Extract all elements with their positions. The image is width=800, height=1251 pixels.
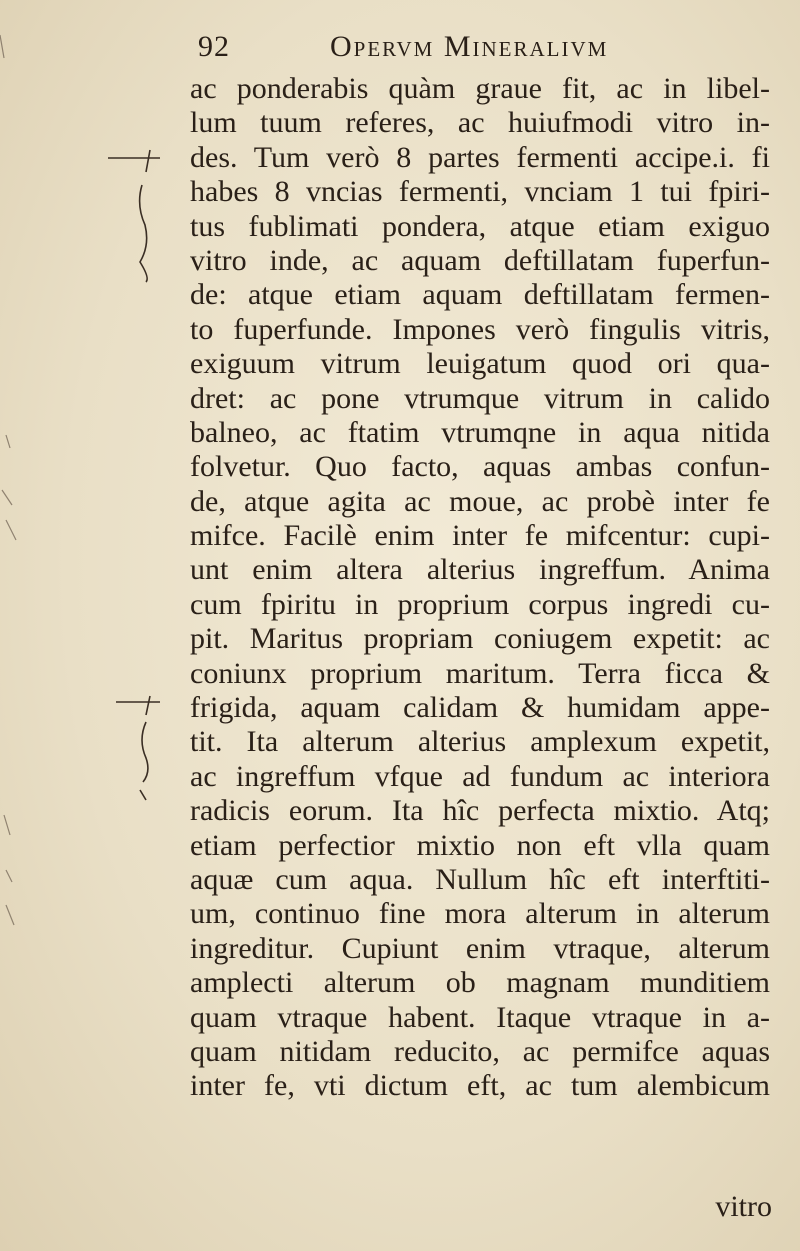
text-line: dret: ac pone vtrumque vitrum in calido bbox=[190, 381, 770, 415]
text-line: ac ponderabis quàm graue fit, ac in libel- bbox=[190, 72, 770, 105]
margin-annotations bbox=[0, 0, 170, 1251]
text-line: de: atque etiam aquam deftillatam fermen- bbox=[190, 278, 770, 312]
text-line: etiam perfectior mixtio non eft vlla quam bbox=[190, 828, 770, 862]
text-line: aquæ cum aqua. Nullum hîc eft interftiti- bbox=[190, 862, 770, 896]
text-line: tit. Ita alterum alterius amplexum expetit, bbox=[190, 725, 770, 759]
text-line: quam vtraque habent. Itaque vtraque in a- bbox=[190, 1000, 770, 1034]
text-line: to fuperfunde. Impones verò fingulis vitris, bbox=[190, 312, 770, 346]
text-line: de, atque agita ac moue, ac probè inter fe bbox=[190, 484, 770, 518]
text-line: amplecti alterum ob magnam munditiem bbox=[190, 966, 770, 1000]
text-line: folvetur. Quo facto, aquas ambas confun- bbox=[190, 450, 770, 484]
catchword: vitro bbox=[715, 1190, 772, 1223]
text-line: vitro inde, ac aquam deftillatam fuperfun- bbox=[190, 243, 770, 277]
margin-show-through bbox=[0, 35, 16, 925]
text-line: exiguum vitrum leuigatum quod ori qua- bbox=[190, 347, 770, 381]
page-header bbox=[0, 26, 800, 70]
text-line: ac ingreffum vfque ad fundum ac interiora bbox=[190, 759, 770, 793]
page-number: 92 bbox=[198, 30, 230, 63]
text-line: balneo, ac ftatim vtrumqne in aqua nitida bbox=[190, 415, 770, 449]
text-line: des. Tum verò 8 partes fermenti accipe.i. fi bbox=[190, 140, 770, 174]
text-line: quam nitidam reducito, ac permifce aquas bbox=[190, 1034, 770, 1068]
text-line: tus fublimati pondera, atque etiam exiguo bbox=[190, 209, 770, 243]
text-line: pit. Maritus propriam coniugem expetit: ac bbox=[190, 622, 770, 656]
text-line: cum fpiritu in proprium corpus ingredi cu- bbox=[190, 587, 770, 621]
text-line: lum tuum referes, ac huiufmodi vitro in- bbox=[190, 106, 770, 140]
text-line: inter fe, vti dictum eft, ac tum alembicum bbox=[190, 1069, 770, 1103]
text-line: um, continuo fine mora alterum in alterum bbox=[190, 897, 770, 931]
text-line: ingreditur. Cupiunt enim vtraque, alterum bbox=[190, 931, 770, 965]
text-line: unt enim altera alterius ingreffum. Anima bbox=[190, 553, 770, 587]
text-line: mifce. Facilè enim inter fe mifcentur: cupi- bbox=[190, 519, 770, 553]
margin-bracket-bottom bbox=[116, 696, 160, 800]
body-text bbox=[190, 72, 770, 1104]
running-title: Opervm Mineralivm bbox=[330, 30, 609, 63]
text-line: coniunx proprium maritum. Terra ficca & bbox=[190, 656, 770, 690]
margin-bracket-top bbox=[108, 150, 160, 282]
text-line: frigida, aquam calidam & humidam appe- bbox=[190, 691, 770, 725]
text-line: radicis eorum. Ita hîc perfecta mixtio. Atq; bbox=[190, 794, 770, 828]
text-line: habes 8 vncias fermenti, vnciam 1 tui fpiri- bbox=[190, 175, 770, 209]
